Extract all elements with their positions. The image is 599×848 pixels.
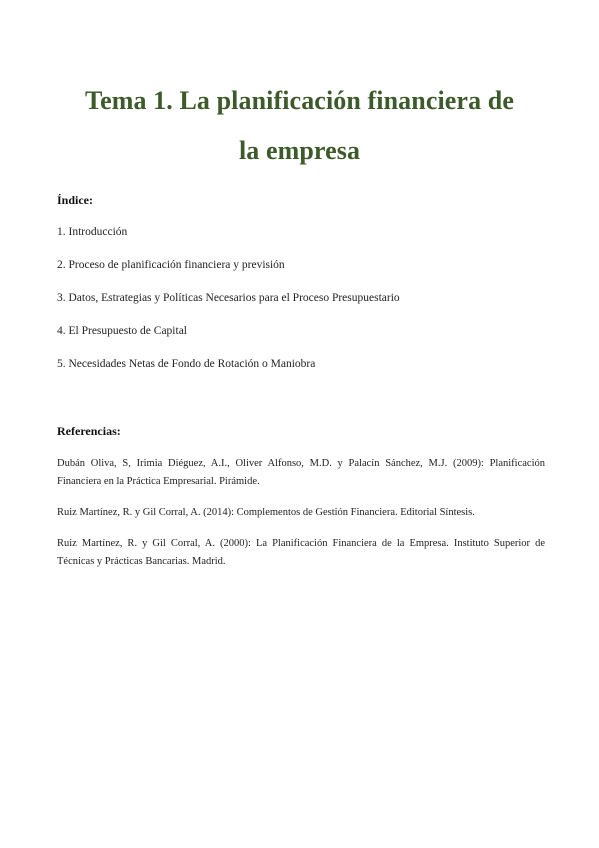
references-heading: Referencias: (57, 424, 121, 438)
index-heading: Índice: (57, 193, 93, 207)
document-title-line-1: Tema 1. La planificación financiera de (85, 86, 514, 115)
reference-item-ruiz-2014: Ruiz Martínez, R. y Gil Corral, A. (2014): Complementos de Gestión Financiera. Editorial Síntesis. (57, 507, 475, 518)
reference-item-ruiz-2000: Ruiz Martínez, R. y Gil Corral, A. (2000): La Planificación Financiera de la Empresa. Instituto Superior de Técnicas y Prácticas Bancarias. Madrid. (57, 538, 545, 567)
index-item-datos-estrategias: 3. Datos, Estrategias y Políticas Necesarios para el Proceso Presupuestario (57, 292, 400, 304)
index-item-introduccion: 1. Introducción (57, 226, 128, 238)
index-item-necesidades-netas: 5. Necesidades Netas de Fondo de Rotación o Maniobra (57, 358, 316, 370)
index-item-proceso-planificacion: 2. Proceso de planificación financiera y previsión (57, 259, 285, 271)
document-title-line-2: la empresa (238, 136, 361, 165)
index-item-presupuesto-capital: 4. El Presupuesto de Capital (57, 325, 187, 337)
reference-item-duban: Dubán Oliva, S, Irimia Diéguez, A.I., Oliver Alfonso, M.D. y Palacín Sánchez, M.J. (2009): Planificación Financiera en la Práctica Empresarial. Pirámide. (57, 458, 545, 487)
